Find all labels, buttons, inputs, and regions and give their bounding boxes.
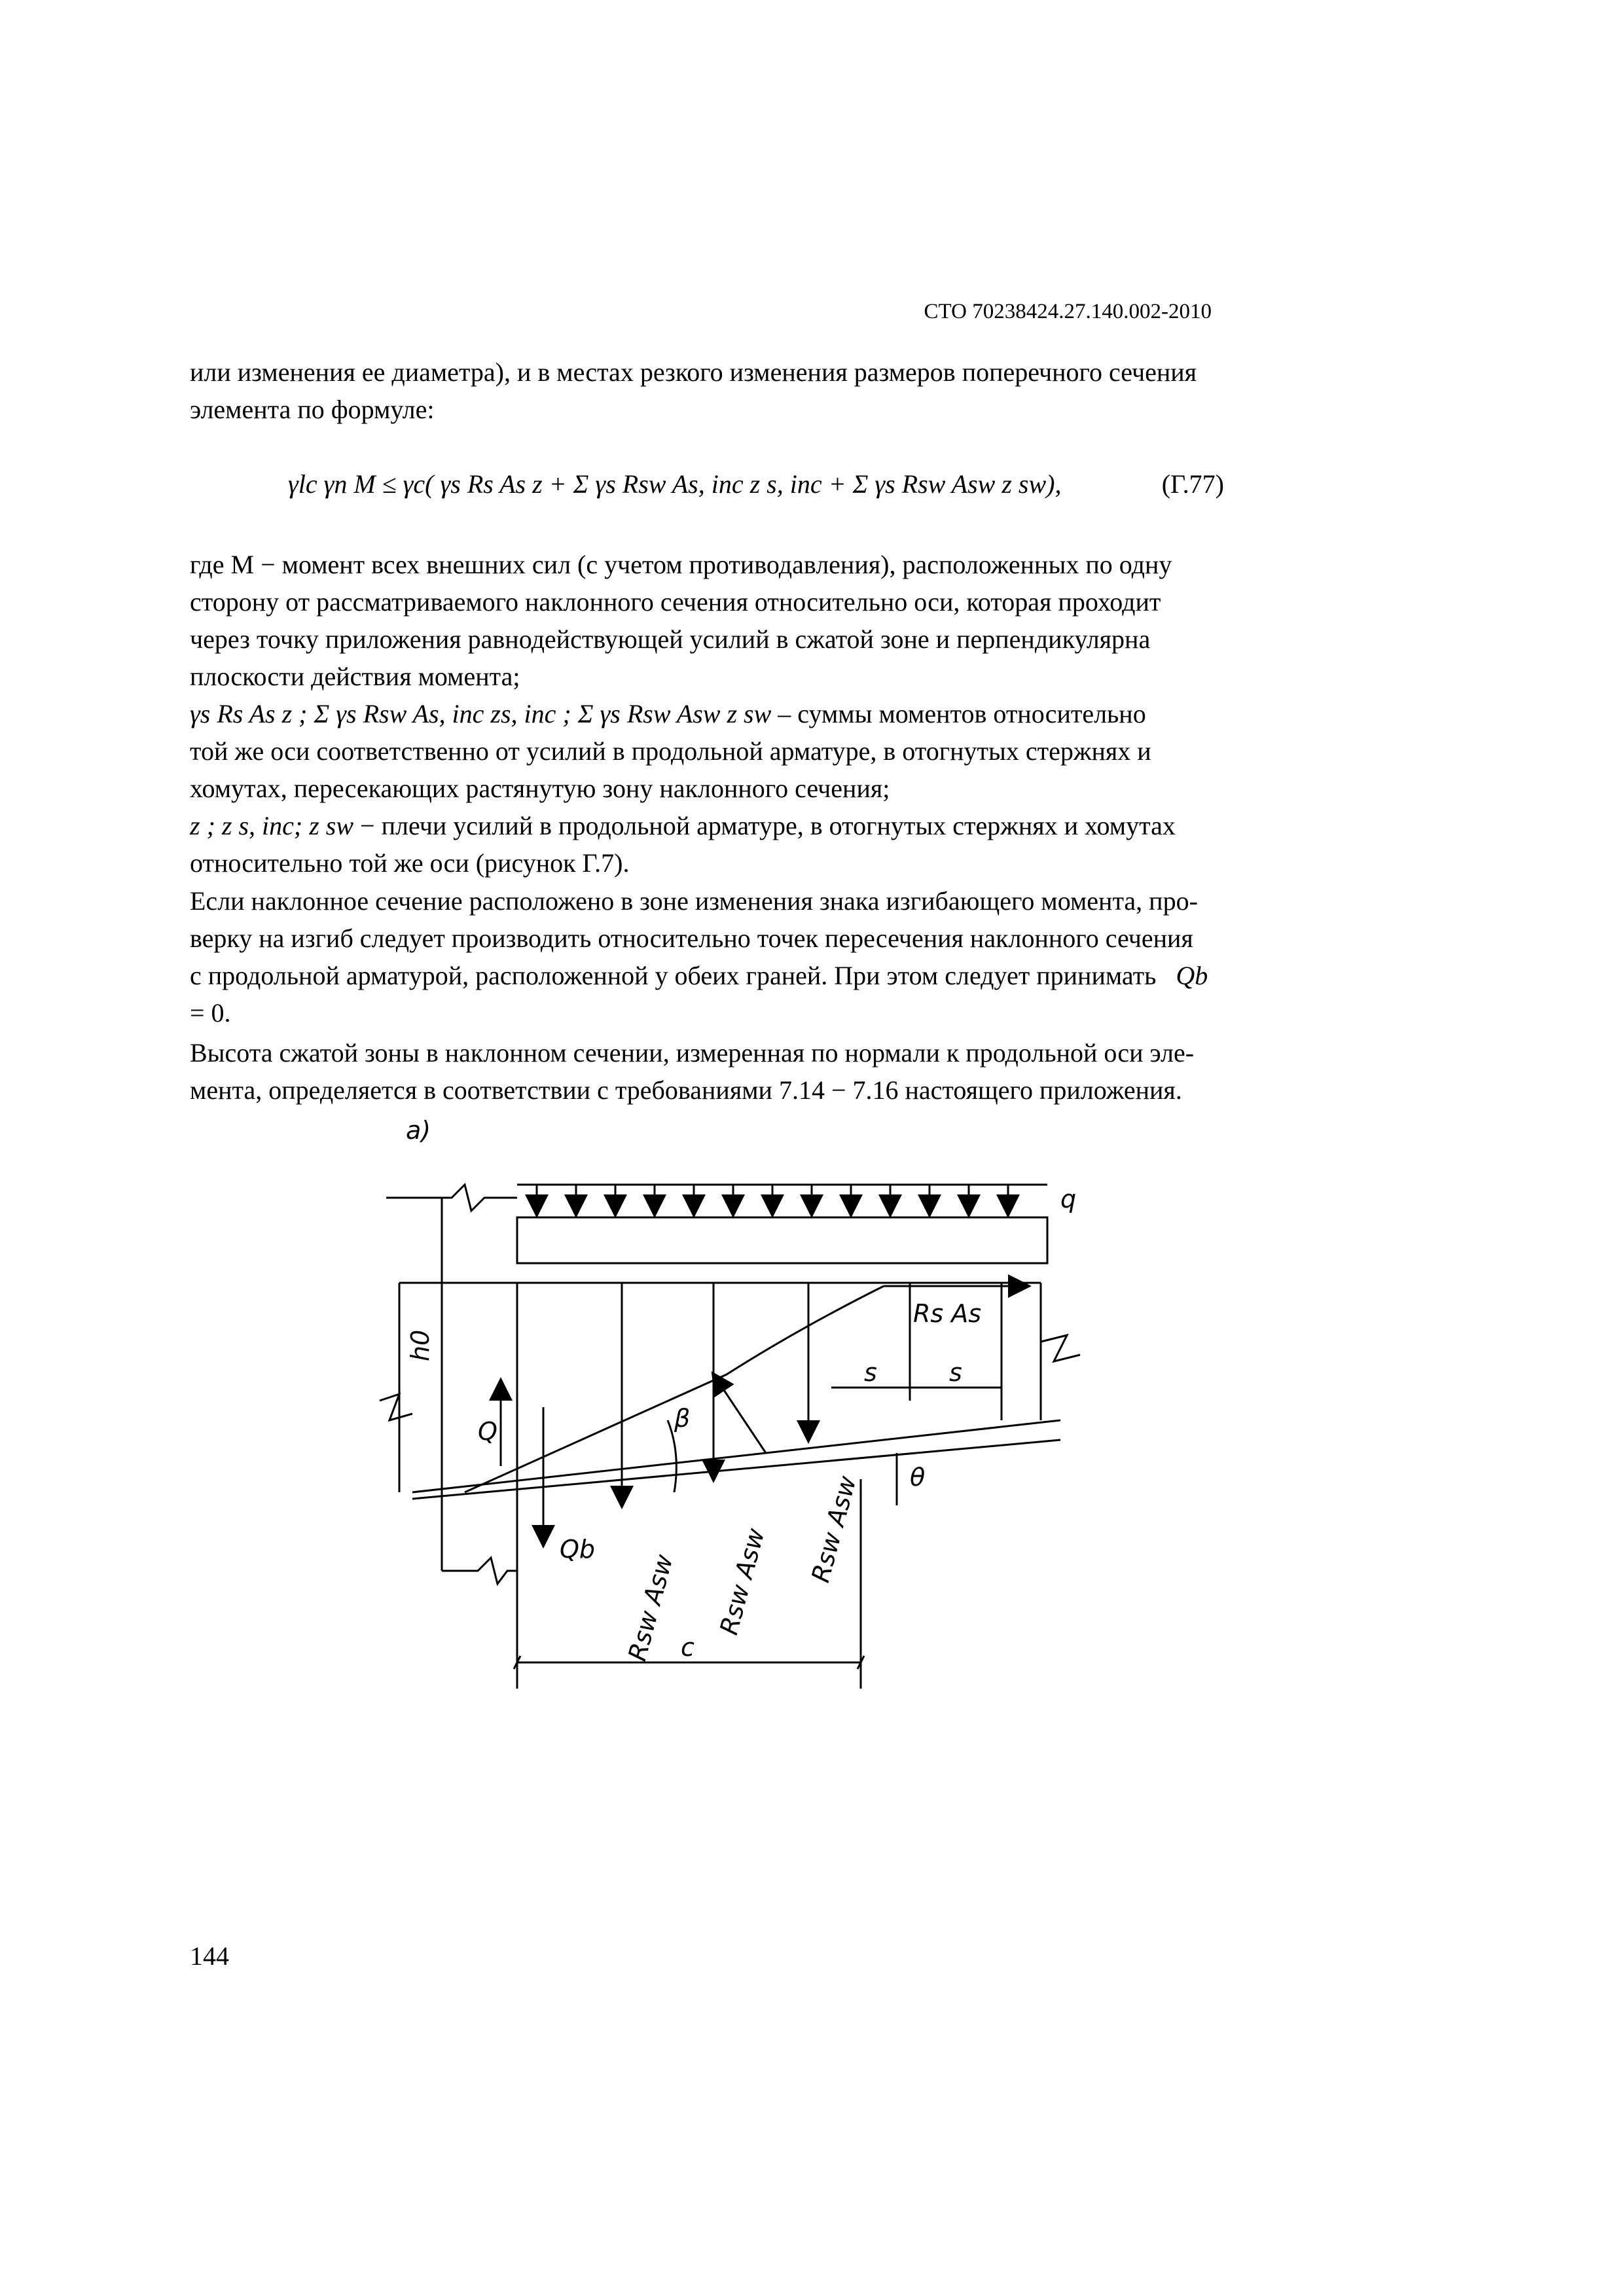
text-line: сторону от рассматриваемого наклонного сечения относительно оси, которая проходит [190,587,1161,617]
label-rs-as: Rs As [913,1299,982,1328]
text-line [190,957,1224,994]
longitudinal-bar-bottom [412,1440,1060,1499]
label-qb: Qb [560,1535,596,1564]
document-code-header: СТО 70238424.27.140.002-2010 [924,300,1212,323]
formula-expression: γlc γn M ≤ γc( γs Rs As z + Σ γs Rsw As, inc z s, inc + Σ γs Rsw Asw z sw), [288,469,1062,499]
break-line [386,1185,517,1211]
formula-number: (Г.77) [1161,469,1224,499]
text-line: или изменения ее диаметра), и в местах резкого изменения размеров поперечного сечения [190,357,1197,387]
figure-g7-diagram [373,1113,1093,1702]
text-line: относительно той же оси (рисунок Г.7). [190,848,630,878]
label-beta: β [674,1404,691,1433]
label-Q: Q [478,1417,497,1446]
label-s-2: s [949,1358,962,1387]
text-fragment: – суммы моментов относительно [771,699,1146,728]
label-c: c [681,1633,695,1662]
qb-symbol: Qb [1176,961,1208,990]
text-line: плоскости действия момента; [190,662,520,691]
label-q: q [1060,1185,1077,1213]
label-s-1: s [864,1358,877,1387]
h0-break [380,1394,412,1420]
bent-bar-arrow [713,1374,766,1453]
text-line [190,695,1224,732]
label-a: a) [406,1116,431,1145]
text-line: Если наклонное сечение расположено в зоне изменения знака изгибающего момента, про- [190,886,1198,916]
label-rsw-3: Rsw Asw [806,1473,862,1586]
label-rsw-1: Rsw Asw [623,1551,679,1664]
page-number: 144 [190,1941,229,1971]
compressed-zone-paragraph [190,1034,1224,1109]
text-line: элемента по формуле: [190,395,435,424]
text-line: через точку приложения равнодействующей усилий в сжатой зоне и перпендикулярна [190,624,1151,654]
intro-paragraph [190,353,1224,428]
text-line: той же оси соответственно от усилий в продольной арматуре, в отогнутых стержнях и [190,736,1151,766]
text-fragment: с продольной арматурой, расположенной у обеих граней. При этом следует принимать [190,961,1157,990]
moment-terms: γs Rs As z ; Σ γs Rsw As, inc zs, inc ; Σ γs Rsw Asw z sw [190,699,772,728]
formula-g77 [288,469,1224,499]
where-paragraph [190,546,1224,882]
arm-terms: z ; z s, inc; z sw [190,811,354,840]
label-rsw-2: Rsw Asw [714,1525,770,1638]
text-line: мента, определяется в соответствии с требованиями 7.14 − 7.16 настоящего приложения. [190,1075,1182,1105]
text-line [190,807,1224,844]
text-line: хомутах, пересекающих растянутую зону наклонного сечения; [190,774,890,803]
text-fragment: − плечи усилий в продольной арматуре, в отогнутых стержнях и хомутах [353,811,1176,840]
text-line: Высота сжатой зоны в наклонном сечении, измеренная по нормали к продольной оси эле- [190,1038,1195,1067]
text-line: = 0. [190,998,231,1028]
bottom-break [442,1558,517,1584]
text-line: где М − момент всех внешних сил (с учетом противодавления), расположенных по одну [190,550,1172,579]
text-line: верку на изгиб следует производить относительно точек пересечения наклонного сечения [190,924,1193,953]
longitudinal-bar-top [412,1420,1060,1492]
bending-check-paragraph [190,882,1224,1031]
label-h0: h0 [406,1329,435,1361]
beam-top-block [517,1217,1047,1263]
label-theta: θ [910,1463,926,1492]
right-break [1041,1335,1080,1361]
